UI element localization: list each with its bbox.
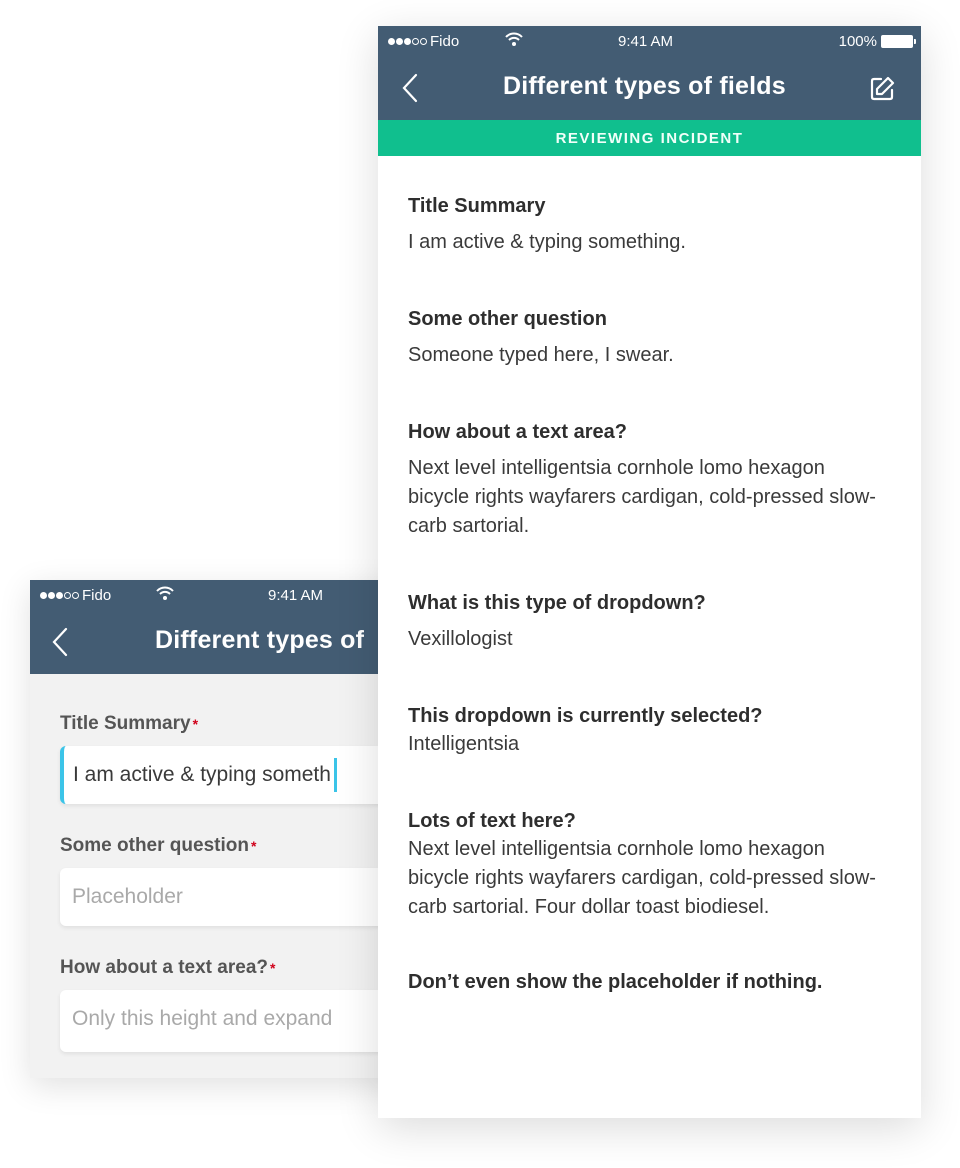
review-navbar (378, 58, 921, 120)
review-label: Some other question (408, 308, 607, 330)
review-label: How about a text area? (408, 421, 627, 443)
review-label: This dropdown is currently selected? (408, 705, 763, 727)
edit-screen (30, 580, 430, 1078)
review-screen (378, 26, 921, 1118)
back-button[interactable] (50, 626, 80, 660)
edit-button[interactable] (869, 76, 897, 104)
back-button[interactable] (400, 72, 430, 106)
form-field-text-area (60, 956, 430, 1052)
chevron-left-icon (400, 72, 420, 104)
field-label: How about a text area? * (60, 957, 276, 978)
title-summary-input[interactable]: I am active & typing someth (60, 746, 430, 804)
review-item-text-area (408, 420, 891, 541)
wifi-icon (505, 31, 523, 51)
edit-pencil-icon (869, 76, 895, 102)
review-header (378, 26, 921, 120)
required-asterisk: * (270, 960, 276, 976)
carrier-signal (40, 587, 111, 604)
review-label: Lots of text here? (408, 810, 576, 832)
status-bar (30, 580, 430, 612)
wifi-icon (156, 585, 174, 605)
chevron-left-icon (50, 626, 70, 658)
review-item-other-question (408, 307, 891, 370)
review-value: Intelligentsia (408, 733, 520, 755)
review-value: I am active & typing something. (408, 231, 686, 253)
battery-icon (881, 35, 913, 48)
status-time: 9:41 AM (268, 587, 324, 604)
review-label: Don’t even show the placeholder if nothing. (408, 971, 823, 993)
review-item-title-summary (408, 194, 891, 257)
review-label: What is this type of dropdown? (408, 592, 706, 614)
review-value: Next level intelligentsia cornhole lomo hexagon bicycle rights wayfarers cardigan, cold-pressed slow-carb sartorial. (408, 457, 876, 537)
text-cursor (334, 758, 337, 792)
review-list (378, 156, 921, 994)
battery-status (839, 33, 913, 50)
text-area-input[interactable]: Only this height and expand (60, 990, 430, 1052)
edit-header (30, 580, 430, 674)
required-asterisk: * (250, 838, 257, 854)
battery-percent: 100% (838, 33, 877, 50)
signal-dots-icon (388, 38, 427, 45)
reviewing-incident-banner: REVIEWING INCIDENT (378, 120, 921, 156)
other-question-input[interactable]: Placeholder (60, 868, 430, 926)
review-item-selected-dropdown (408, 704, 891, 759)
page-title: Different types of (155, 626, 365, 654)
review-value: Vexillologist (408, 628, 513, 650)
carrier-signal (388, 33, 459, 50)
incident-form (30, 674, 430, 1052)
status-time: 9:41 AM (618, 33, 674, 50)
review-value: Next level intelligentsia cornhole lomo hexagon bicycle rights wayfarers cardigan, cold-pressed slow-carb sartorial. Four dollar toast biodiesel. (408, 838, 876, 918)
review-item-dropdown (408, 591, 891, 654)
review-value: Someone typed here, I swear. (408, 344, 674, 366)
page-title: Different types of fields (503, 72, 786, 100)
field-label: Title Summary * (60, 713, 199, 734)
carrier-name: Fido (430, 33, 460, 50)
field-label: Some other question * (60, 835, 257, 856)
form-field-title-summary (60, 712, 430, 804)
carrier-name: Fido (82, 587, 112, 604)
review-label: Title Summary (408, 195, 546, 217)
signal-dots-icon (40, 592, 79, 599)
edit-navbar (30, 612, 430, 674)
required-asterisk: * (192, 716, 199, 732)
review-item-empty (408, 970, 891, 994)
review-item-lots-of-text (408, 809, 891, 922)
status-bar (378, 26, 921, 58)
form-field-other-question (60, 834, 430, 926)
